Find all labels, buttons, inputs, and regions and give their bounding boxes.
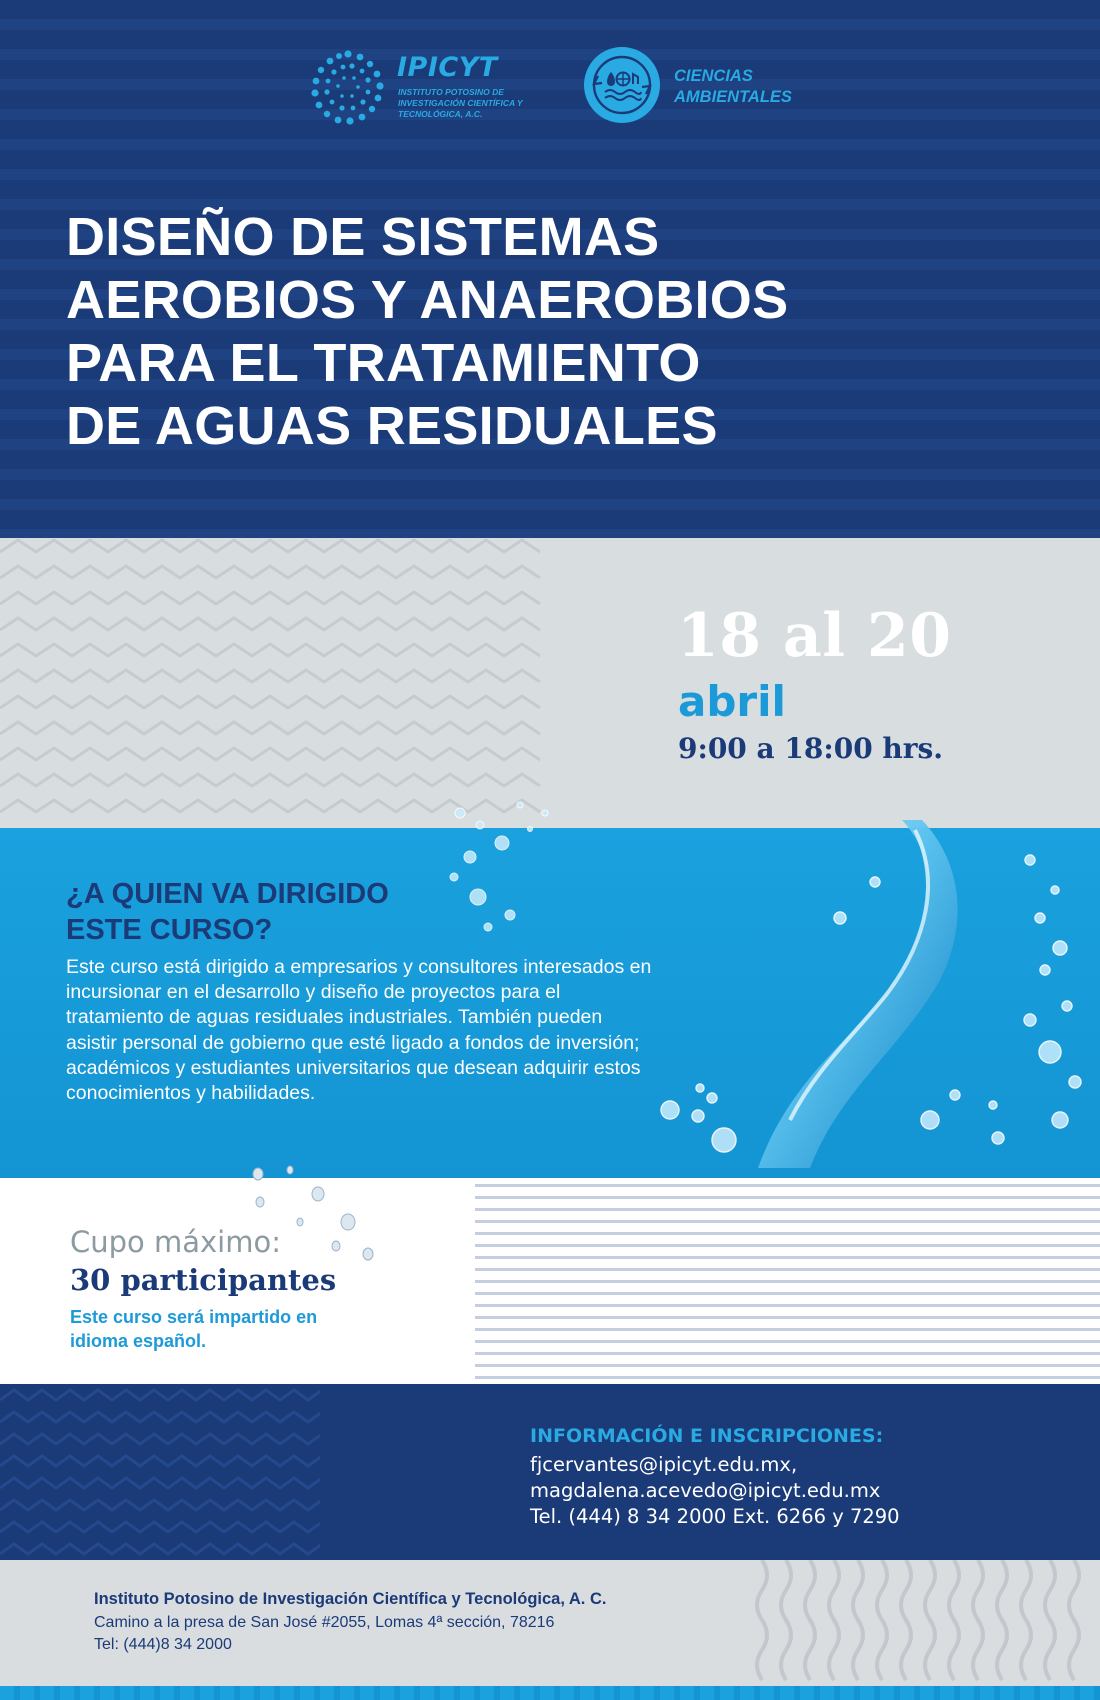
heading-line: ¿A QUIEN VA DIRIGIDO	[66, 878, 389, 910]
ipicyt-logo-icon	[302, 46, 394, 132]
date-range: 18 al 20	[677, 601, 952, 671]
audience-heading	[66, 876, 506, 948]
contact-email-link[interactable]: fjcervantes@ipicyt.edu.mx,	[530, 1453, 798, 1476]
wave-pattern	[752, 1560, 1100, 1685]
stripe-pattern	[475, 1184, 1100, 1382]
title-line: AEROBIOS Y ANAEROBIOS	[66, 270, 789, 330]
date-band	[0, 538, 1100, 828]
zigzag-pattern	[0, 538, 548, 828]
organization-name: Instituto Potosino de Investigación Científica y Tecnológica, A. C.	[94, 1590, 607, 1608]
date-month: abril	[678, 677, 786, 726]
brand-subtitle: INSTITUTO POTOSINO DE INVESTIGACIÓN CIENTÍFICA Y TECNOLÓGICA, A.C.	[398, 87, 523, 119]
capacity-label: Cupo máximo:	[70, 1225, 282, 1259]
department-label: CIENCIAS AMBIENTALES	[674, 67, 792, 106]
heading-line: ESTE CURSO?	[66, 914, 273, 946]
title-line: DISEÑO DE SISTEMAS	[66, 207, 660, 267]
contact-title: INFORMACIÓN E INSCRIPCIONES:	[530, 1425, 884, 1447]
contact-phone: Tel. (444) 8 34 2000 Ext. 6266 y 7290	[530, 1505, 900, 1528]
footer-stripe	[0, 1686, 1100, 1700]
audience-description: Este curso está dirigido a empresarios y consultores interesados en incursionar en el desarrollo y diseño de proyectos para el tratamiento de aguas residuales industriales. También pueden asistir personal de gobierno que esté ligado a fondos de inversión; académicos y estudiantes universitarios que desean adquirir estos conocimientos y habilidades.	[66, 956, 652, 1105]
organization-phone: Tel: (444)8 34 2000	[94, 1636, 232, 1653]
water-splash-illustration	[640, 820, 1100, 1180]
capacity-value: 30 participantes	[70, 1263, 337, 1297]
title-line: DE AGUAS RESIDUALES	[66, 396, 718, 456]
language-note: Este curso será impartido en idioma español.	[70, 1307, 318, 1351]
environmental-sciences-icon	[583, 46, 661, 124]
contact-email-link[interactable]: magdalena.acevedo@ipicyt.edu.mx	[530, 1479, 881, 1502]
schedule-hours: 9:00 a 18:00 hrs.	[678, 732, 944, 765]
title-line: PARA EL TRATAMIENTO	[66, 333, 701, 393]
zigzag-pattern	[0, 1384, 320, 1560]
organization-address: Camino a la presa de San José #2055, Lomas 4ª sección, 78216	[94, 1614, 555, 1631]
brand-name: IPICYT	[397, 52, 498, 83]
course-title	[66, 206, 1066, 458]
